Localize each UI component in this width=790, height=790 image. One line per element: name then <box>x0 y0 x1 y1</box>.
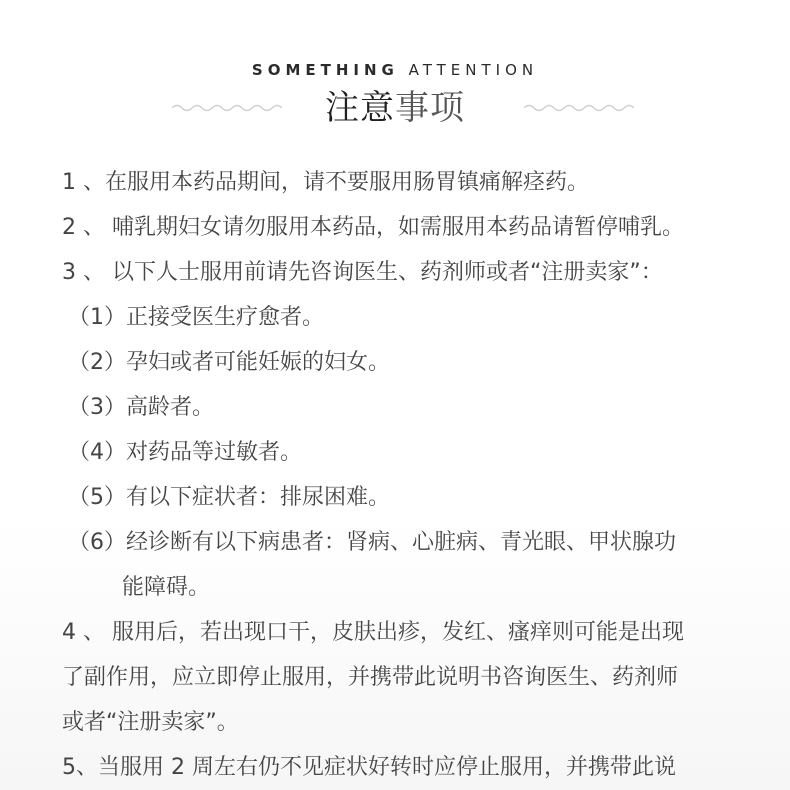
right-wave-ornament <box>524 102 634 114</box>
notice-subitem-5: （5）有以下症状者：排尿困难。 <box>68 485 390 510</box>
title-light-part: 事项 <box>395 88 465 128</box>
notice-subitem-3: （3）高龄者。 <box>68 395 214 420</box>
title-row <box>0 86 790 130</box>
notice-line-4-cont-2: 或者“注册卖家”。 <box>62 710 239 735</box>
notice-line-1: 1 、在服用本药品期间，请不要服用肠胃镇痛解痉药。 <box>62 170 589 195</box>
section-subtitle <box>0 61 790 79</box>
notice-subitem-1: （1）正接受医生疗愈者。 <box>68 305 324 330</box>
title-dark-part: 注意 <box>325 88 395 128</box>
notice-subitem-4: （4）对药品等过敏者。 <box>68 440 302 465</box>
notice-line-3: 3 、 以下人士服用前请先咨询医生、药剂师或者“注册卖家”： <box>62 260 663 285</box>
notice-line-5: 5、当服用 2 周左右仍不见症状好转时应停止服用，并携带此说 <box>62 755 676 780</box>
subtitle-bold: SOMETHING <box>251 61 399 79</box>
notice-subitem-2: （2）孕妇或者可能妊娠的妇女。 <box>68 350 390 375</box>
page-title <box>0 86 790 130</box>
subtitle-rest: ATTENTION <box>398 61 539 79</box>
notice-line-4-cont-1: 了副作用，应立即停止服用，并携带此说明书咨询医生、药剂师 <box>62 665 679 690</box>
notice-line-2: 2 、 哺乳期妇女请勿服用本药品，如需服用本药品请暂停哺乳。 <box>62 215 684 240</box>
notice-line-4: 4 、 服用后，若出现口干，皮肤出疹，发红、瘙痒则可能是出现 <box>62 620 684 645</box>
notice-subitem-6-cont: 能障碍。 <box>122 575 211 600</box>
notice-subitem-6: （6）经诊断有以下病患者：肾病、心脏病、青光眼、甲状腺功 <box>68 530 676 555</box>
